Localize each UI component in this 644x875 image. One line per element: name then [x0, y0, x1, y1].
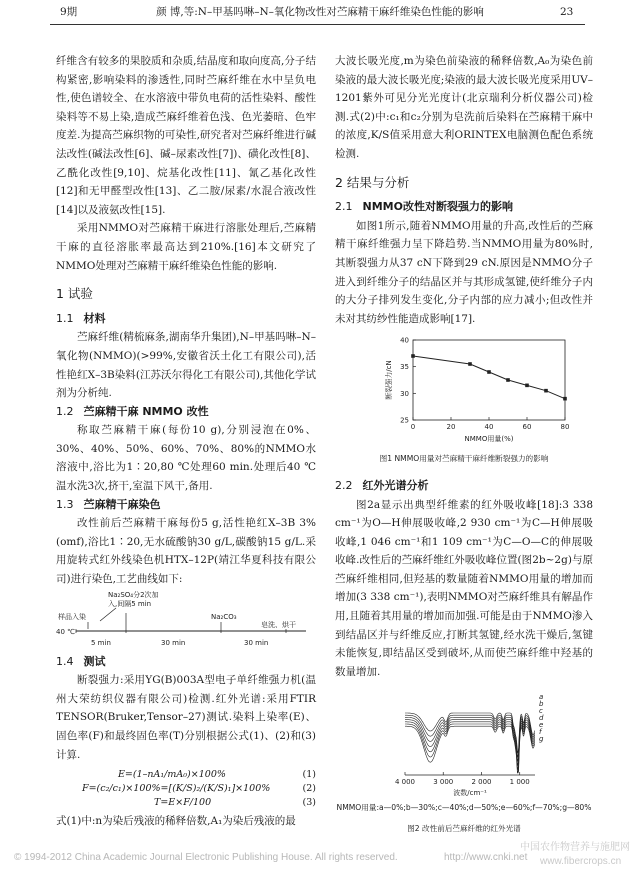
- curve-label-d: d: [539, 714, 544, 723]
- strength-series-line: [413, 356, 565, 399]
- materials-paragraph: 苎麻纤维(精梳麻条,湖南华升集团),N–甲基吗啉–N–氧化物(NMMO)(>99%,安徽省沃土化工有限公司),活性艳红X–3B染料(江苏沃尔得化工有限公司),其他化学试剂为分析纯.: [56, 331, 316, 400]
- x-tick-label: 1 000: [509, 778, 530, 787]
- process-temp-label: 40 ℃: [56, 627, 75, 636]
- section-1-1-heading: 1.1 材料: [56, 311, 106, 325]
- page-number: 23: [560, 6, 574, 18]
- right-column: [335, 52, 593, 839]
- y-tick-label: 40: [400, 336, 409, 345]
- process-time-3: 30 min: [244, 638, 269, 647]
- x-axis-label: NMMO用量(%): [464, 435, 514, 444]
- process-step-interval: 入,间隔5 min: [108, 599, 152, 608]
- ir-paragraph: 图2a显示出典型纤维素的红外吸收峰[18]:3 338 cm⁻¹为O—H伸展吸收峰,2 930 cm⁻¹为C—H伸展吸收峰,1 046 cm⁻¹和1 109 cm⁻¹为C—O—C的伸展吸收峰.改性后的苎麻纤维红外吸收峰位置(图2b~2g)与原苎麻纤维相同,但羟基的数量随着NMMO用量的增加而增加(3 338 cm⁻¹),表明NMMO对苎麻纤维具有解晶作用,且随着其用量的增加而加强.可能是由于NMMO渗入到结晶区并与纤维反应,打断其氢键,经水洗干燥后,氢键未能恢复,即结晶区受到破坏,从而使苎麻纤维中羟基的数量增加.: [335, 498, 593, 678]
- y-tick-label: 35: [400, 363, 409, 372]
- curve-label-a: a: [539, 693, 544, 702]
- process-sample-label: 样品入染: [58, 612, 86, 621]
- figure-2-legend: NMMO用量:a—0%;b—30%;c—40%;d—50%;e—60%;f—70%;g—80%: [336, 803, 592, 813]
- curve-label-f: f: [539, 728, 542, 737]
- process-time-2: 30 min: [161, 638, 186, 647]
- equation-2: F=(c₂/c₁)×100%=[(K/S)₂/(K/S)₁]×100% (2): [82, 783, 316, 795]
- equation-block: [56, 768, 316, 810]
- section-2-1-heading: 2.1 NMMO改性对断裂强力的影响: [335, 200, 513, 214]
- process-step-na2so4: Na₂SO₄分2次加: [108, 590, 159, 599]
- x-tick-label: 40: [484, 423, 494, 432]
- strength-paragraph: 如图1所示,随着NMMO用量的升高,改性后的苎麻精干麻纤维强力呈下降趋势.当NMMO用量为80%时,其断裂强力从37 cN下降到29 cN.原因是NMMO分子进入到纤维分子的结晶区并与其形成氢键,使纤维分子内的大分子排列发生变化,分子内部的应力减小;但改性并未对其纺纱性能造成影响[17].: [335, 219, 593, 325]
- figure-1-strength-chart: [335, 332, 593, 448]
- equation-3: T=E×F/100 (3): [154, 797, 316, 809]
- left-column: [56, 52, 316, 831]
- x-tick-label: 60: [522, 423, 532, 432]
- cnki-link[interactable]: http://www.cnki.net: [444, 852, 528, 863]
- section-1-4-heading: 1.4 测试: [56, 654, 106, 668]
- watermark-text: 中国农作物营养与施肥网: [520, 842, 630, 853]
- process-na2co3-label: Na₂CO₃: [211, 612, 237, 621]
- data-point: [468, 363, 472, 367]
- x-axis-label: 波数/cm⁻¹: [453, 789, 487, 798]
- y-tick-label: 25: [400, 416, 409, 425]
- header-rule: [50, 24, 585, 25]
- dyeing-paragraph: 改性前后苎麻精干麻每份5 g,活性艳红X–3B 3%(omf),浴比1∶20,无水硫酸钠30 g/L,碳酸钠15 g/L.采用旋转式红外线染色机HTX–12P(靖江华夏科技有限公司)进行染色,工艺曲线如下:: [56, 517, 316, 586]
- data-point: [506, 379, 510, 383]
- data-point: [563, 397, 567, 401]
- section-2-heading: 2 结果与分析: [335, 174, 410, 190]
- variables-paragraph: 大波长吸光度,m为染色前染液的稀释倍数,A₀为染色前染液的最大波长吸光度;染液的最大波长吸光度采用UV–1201紫外可见分光光度计(北京瑞利分析仪器公司)检测.式(2)中:c₁和c₂分别为皂洗前后染料在苎麻精干麻中的浓度,K/S值采用意大利ORINTEX电脑测色配色系统检测.: [335, 55, 593, 160]
- data-point: [544, 389, 548, 393]
- intro-paragraph-2: 采用NMMO对苎麻精干麻进行溶胀处理后,苎麻精干麻的直径溶胀率最高达到210%.[16]本文研究了NMMO处理对苎麻精干麻纤维染色性能的影响.: [56, 222, 316, 272]
- data-point: [525, 384, 529, 388]
- section-2-2-heading: 2.2 红外光谱分析: [335, 478, 429, 492]
- x-tick-label: 0: [410, 423, 416, 432]
- figure-2-caption: 图2 改性前后苎麻纤维的红外光谱: [407, 824, 521, 834]
- section-1-3-heading: 1.3 苎麻精干麻染色: [56, 497, 161, 511]
- running-title: 颜 博,等:N–甲基吗啉–N–氧化物改性对苎麻精干麻纤维染色性能的影响: [156, 6, 484, 18]
- figure-1-caption: 图1 NMMO用量对苎麻精干麻纤维断裂强力的影响: [379, 454, 549, 464]
- process-time-1: 5 min: [91, 638, 111, 647]
- testing-paragraph: 断裂强力:采用YG(B)003A型电子单纤维强力机(温州大荣纺织仪器有限公司)检测.红外光谱:采用FTIR TENSOR(Bruker,Tensor–27)测试.染料上染率(E)、固色率(F)和最终固色率(T)分别根据公式(1)、(2)和(3)计算.: [56, 674, 316, 761]
- issue-number: 9期: [60, 6, 78, 18]
- x-tick-label: 20: [446, 423, 456, 432]
- curve-label-e: e: [539, 721, 544, 730]
- curve-label-g: g: [539, 735, 544, 744]
- x-tick-label: 4 000: [394, 778, 416, 787]
- x-tick-label: 80: [560, 423, 570, 432]
- modification-paragraph: 称取苎麻精干麻(每份10 g),分别浸泡在0%、30%、40%、50%、60%、70%、80%的NMMO水溶液中,浴比为1∶20,80 ℃处理60 min.处理后40 ℃温水洗3次,挤干,室温下风干,备用.: [56, 424, 316, 493]
- y-tick-label: 30: [400, 390, 409, 399]
- curve-label-b: b: [539, 700, 544, 709]
- x-tick-label: 2 000: [471, 778, 492, 787]
- equation-note-paragraph: 式(1)中:n为染后残液的稀释倍数,A₁为染后残液的最: [56, 815, 296, 828]
- equation-1: E=(1–nA₁/mA₀)×100% (1): [118, 769, 316, 781]
- section-1-heading: 1 试验: [56, 286, 93, 302]
- x-tick-label: 3 000: [433, 778, 454, 787]
- intro-paragraph-1: 纤维含有较多的果胶质和杂质,结晶度和取向度高,分子结构紧密,影响染料的渗透性,同时苎麻纤维在水中呈负电性,使色谱较全、在水溶液中带负电荷的活性染料、酸性染料等不易上染,造成苎麻纤维着色浅、色光萎暗、色牢度差.为提高苎麻织物的可染性,研究者对苎麻纤维进行碱法改性(碱法改性[6]、碱–尿素改性[7])、磺化改性[8]、乙酰化改性[9,10]、烷基化改性[11]、氰乙基化改性[12]和无甲醛型改性[13]、乙二胺/尿素/水混合液改性[14]以及液氨改性[15].: [56, 55, 316, 216]
- plot-frame: [413, 340, 565, 420]
- dyeing-process-diagram: [56, 589, 316, 649]
- section-1-2-heading: 1.2 苎麻精干麻 NMMO 改性: [56, 404, 209, 418]
- curve-label-c: c: [539, 707, 543, 716]
- copyright-notice: © 1994-2012 China Academic Journal Electronic Publishing House. All rights reserved.: [14, 852, 398, 863]
- figure-2-ir-spectra: [335, 687, 593, 799]
- data-point: [411, 355, 415, 359]
- y-axis-label: 断裂强力/cN: [385, 360, 393, 401]
- watermark-url: www.fibercrops.cn: [540, 856, 622, 867]
- process-end-label: 皂洗、烘干: [261, 620, 296, 629]
- data-point: [487, 371, 491, 375]
